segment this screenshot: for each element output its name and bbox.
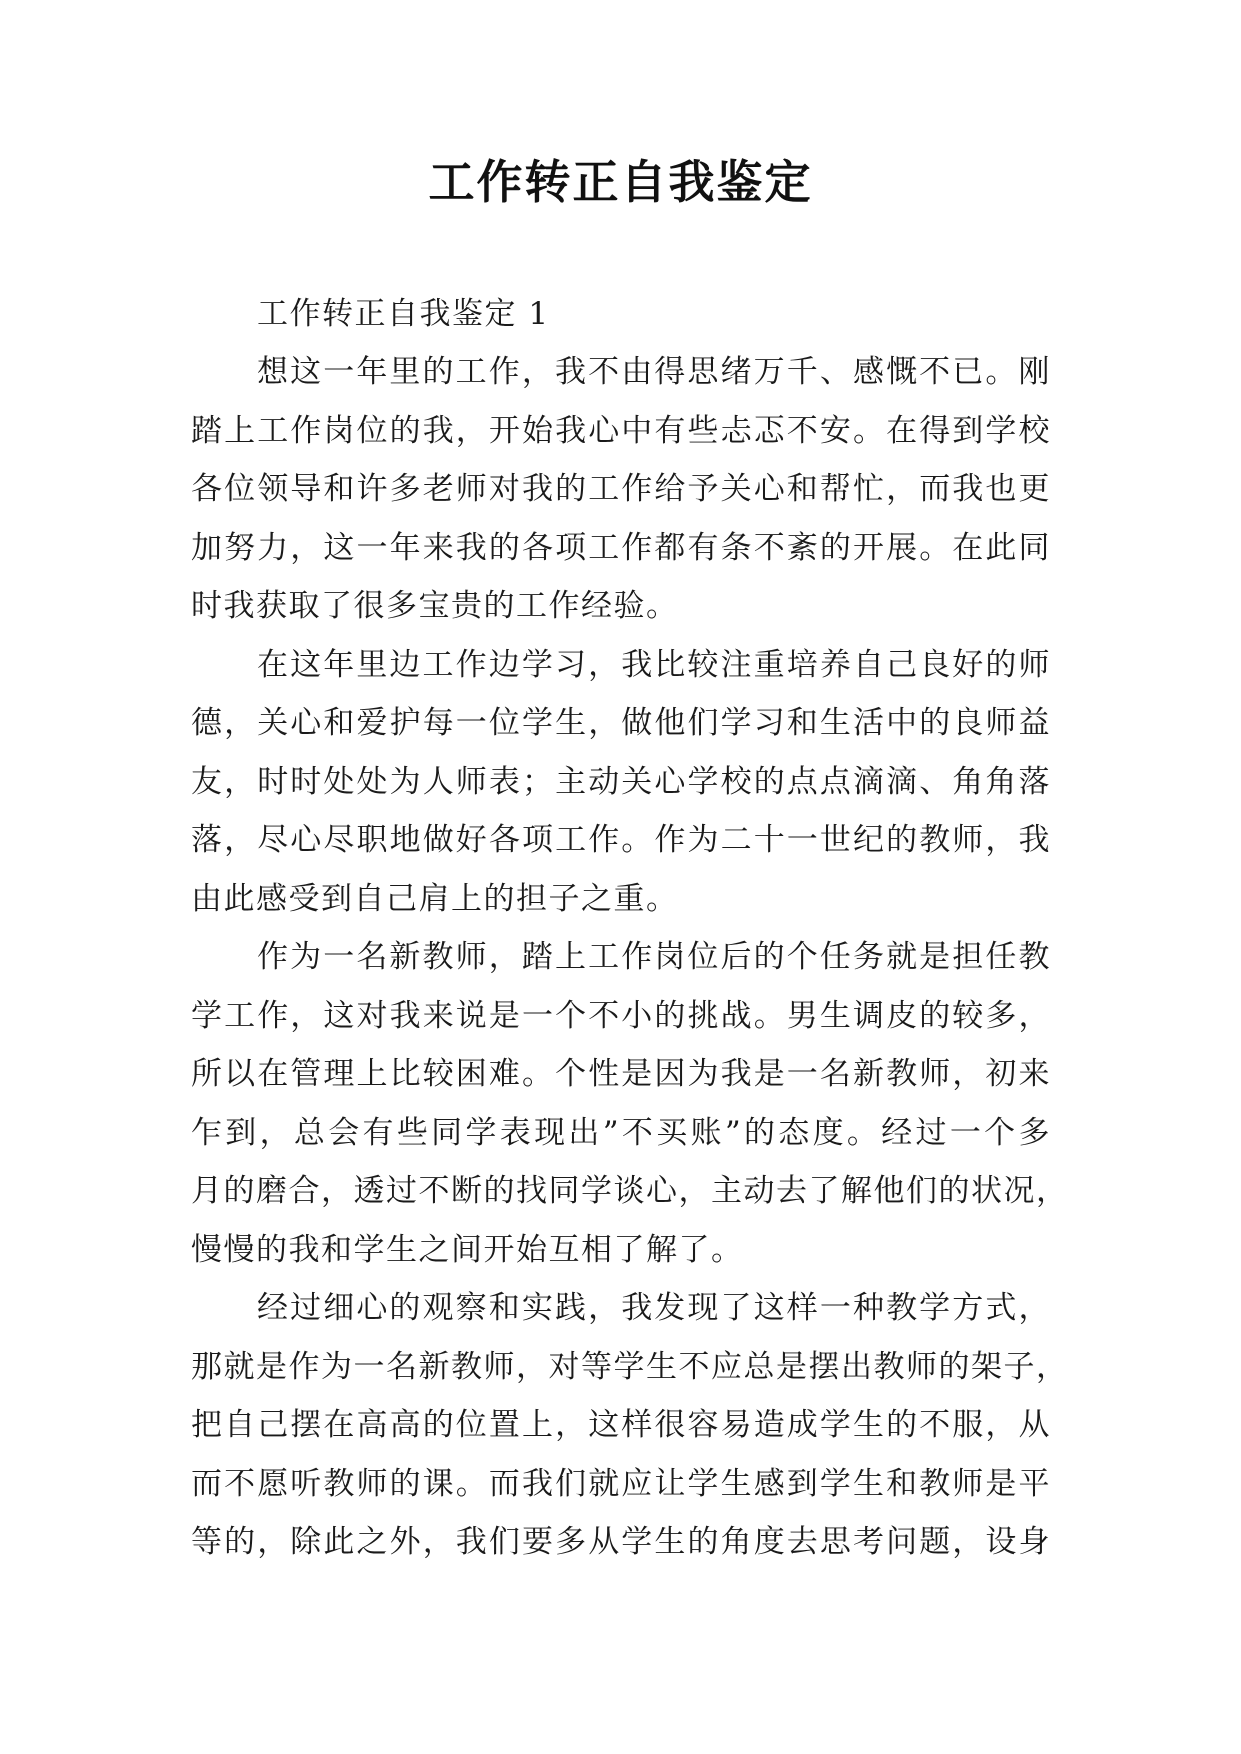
document-body [191, 285, 1069, 1572]
paragraph-1 [191, 343, 1051, 636]
paragraph-4 [191, 1279, 1069, 1572]
paragraph-line: 所以在管理上比较困难。个性是因为我是一名新教师，初来 [191, 1056, 1051, 1092]
paragraph-line: 时我获取了很多宝贵的工作经验。 [191, 588, 679, 624]
paragraph-line: 各位领导和许多老师对我的工作给予关心和帮忙，而我也更 [191, 471, 1051, 507]
paragraph-line: 乍到，总会有些同学表现出”不买账”的态度。经过一个多 [191, 1114, 1051, 1151]
paragraph-line: 作为一名新教师，踏上工作岗位后的个任务就是担任教 [257, 939, 1051, 975]
document-title: 工作转正自我鉴定 [428, 155, 813, 209]
paragraph-line: 由此感受到自己肩上的担子之重。 [191, 880, 679, 917]
paragraph-line: 月的磨合，透过不断的找同学谈心，主动去了解他们的状况， [191, 1173, 1069, 1209]
paragraph-line: 等的，除此之外，我们要多从学生的角度去思考问题，设身 [191, 1524, 1051, 1560]
paragraph-line: 学工作，这对我来说是一个不小的挑战。男生调皮的较多， [191, 997, 1051, 1034]
section-heading: 工作转正自我鉴定 1 [257, 296, 550, 332]
paragraph-line: 踏上工作岗位的我，开始我心中有些忐忑不安。在得到学校 [191, 412, 1051, 449]
paragraph-line: 把自己摆在高高的位置上，这样很容易造成学生的不服，从 [191, 1407, 1051, 1443]
paragraph-line: 友，时时处处为人师表；主动关心学校的点点滴滴、角角落 [191, 763, 1051, 800]
paragraph-2 [191, 636, 1051, 929]
paragraph-line: 德，关心和爱护每一位学生，做他们学习和生活中的良师益 [191, 705, 1051, 741]
paragraph-line: 加努力，这一年来我的各项工作都有条不紊的开展。在此同 [191, 529, 1051, 566]
paragraph-line: 在这年里边工作边学习，我比较注重培养自己良好的师 [257, 646, 1051, 683]
paragraph-line: 落，尽心尽职地做好各项工作。作为二十一世纪的教师，我 [191, 822, 1051, 858]
paragraph-line: 经过细心的观察和实践，我发现了这样一种教学方式， [257, 1290, 1051, 1326]
paragraph-line: 而不愿听教师的课。而我们就应让学生感到学生和教师是平 [191, 1465, 1051, 1502]
paragraph-line: 慢慢的我和学生之间开始互相了解了。 [191, 1231, 744, 1268]
paragraph-3 [191, 928, 1069, 1279]
paragraph-line: 那就是作为一名新教师，对等学生不应总是摆出教师的架子， [191, 1348, 1069, 1385]
paragraph-line: 想这一年里的工作，我不由得思绪万千、感慨不已。刚 [257, 354, 1051, 390]
